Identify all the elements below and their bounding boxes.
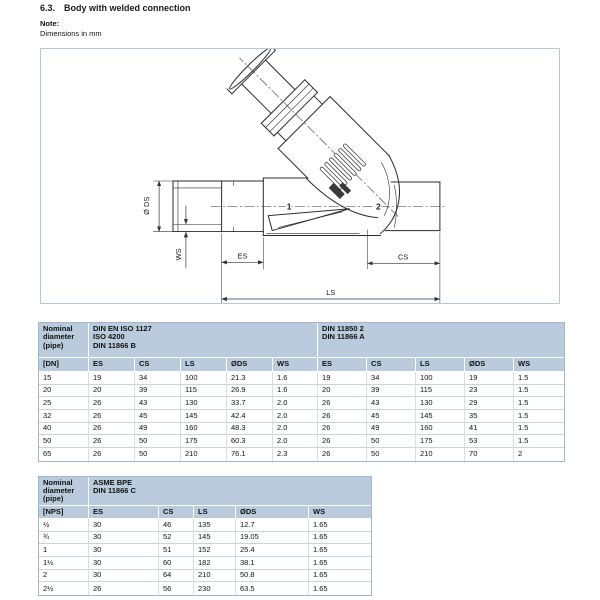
cell: 34 (135, 372, 181, 385)
left-pipe (173, 181, 263, 232)
cell: 135 (194, 519, 236, 532)
col-header-cs: CS (159, 506, 194, 519)
corner-header (39, 323, 89, 358)
col-header-ls: LS (194, 506, 236, 519)
cell: 182 (194, 557, 236, 570)
col-header-ws: WS (309, 506, 371, 519)
corner-line: diameter (43, 486, 75, 496)
note-label: Note: (40, 19, 60, 28)
cell: 41 (465, 423, 514, 436)
cell: 130 (181, 397, 227, 410)
col-header-cs: CS (367, 358, 416, 372)
cell: 45 (135, 410, 181, 423)
cell: 60.3 (227, 435, 273, 448)
cell: 1.5 (514, 435, 564, 448)
cell: 2.3 (273, 448, 318, 461)
cell: 115 (181, 385, 227, 398)
cell: 1.65 (309, 532, 371, 545)
col-header-cs: CS (135, 358, 181, 372)
cell: 1.5 (514, 397, 564, 410)
cell: 35 (465, 410, 514, 423)
dim-label-es: ES (237, 251, 248, 261)
table-row (39, 557, 371, 570)
corner-line: Nominal (43, 324, 73, 333)
cell: 230 (194, 582, 236, 595)
group-line: ISO 4200 (93, 332, 125, 342)
corner-line: Nominal (43, 478, 73, 487)
cell: 26 (89, 448, 135, 461)
cell: 50 (367, 448, 416, 461)
col-header-ls: LS (416, 358, 465, 372)
cell: 100 (181, 372, 227, 385)
cell-dn: 65 (39, 448, 89, 461)
table-row (39, 358, 564, 372)
cell: 43 (135, 397, 181, 410)
cell: 12.7 (236, 519, 309, 532)
group-header-asme (89, 477, 371, 506)
cell: 76.1 (227, 448, 273, 461)
cell: 19.05 (236, 532, 309, 545)
cell: 26 (318, 448, 367, 461)
cell: 26 (318, 397, 367, 410)
table-row (39, 435, 564, 448)
table-row (39, 323, 564, 358)
cell: 70 (465, 448, 514, 461)
dimension-es (222, 234, 264, 303)
group-line: DIN 11866 B (93, 340, 136, 350)
corner-line: (pipe) (43, 340, 64, 350)
table-row (39, 582, 371, 595)
col-header-dn: [DN] (39, 358, 89, 372)
cell: 48.3 (227, 423, 273, 436)
cell: 1.65 (309, 519, 371, 532)
col-header-ods: ØDS (465, 358, 514, 372)
cell: 30 (89, 544, 159, 557)
dimension-diameter (142, 181, 173, 232)
cell: 42.4 (227, 410, 273, 423)
cell: 152 (194, 544, 236, 557)
cell: 1.65 (309, 570, 371, 583)
group-line: ASME BPE (93, 478, 133, 487)
cell: 38.1 (236, 557, 309, 570)
cell: 175 (181, 435, 227, 448)
col-header-es: ES (89, 506, 159, 519)
dimension-ws (174, 206, 186, 269)
cell: 1.5 (514, 410, 564, 423)
cell: 30 (89, 519, 159, 532)
cell-nps: ¾ (39, 532, 89, 545)
cell: 50 (135, 448, 181, 461)
cell: 19 (465, 372, 514, 385)
table-row (39, 372, 564, 385)
cell: 53 (465, 435, 514, 448)
cell: 210 (194, 570, 236, 583)
cell: 63.5 (236, 582, 309, 595)
col-header-ods: ØDS (236, 506, 309, 519)
cell: 1.5 (514, 372, 564, 385)
cell: 26 (89, 397, 135, 410)
cell: 130 (416, 397, 465, 410)
cell: 19 (89, 372, 135, 385)
cell: 1.65 (313, 583, 328, 593)
dim-label-ls: LS (326, 288, 336, 298)
cell: 145 (416, 410, 465, 423)
corner-header (39, 477, 89, 506)
din-dimensions-table (38, 322, 565, 462)
col-header-ws: WS (273, 358, 318, 372)
cell: 26 (318, 423, 367, 436)
dim-label-diameter: Ø DS (142, 196, 152, 215)
cell: 34 (367, 372, 416, 385)
cell: 26 (89, 435, 135, 448)
cell: 26 (318, 435, 367, 448)
cell: 145 (194, 532, 236, 545)
group-line: DIN EN ISO 1127 (93, 324, 152, 333)
cell: 51 (159, 544, 194, 557)
cell: 39 (135, 385, 181, 398)
cell-dn: 50 (39, 435, 89, 448)
cell: 60 (159, 557, 194, 570)
weld-marker-1: 1 (286, 201, 292, 212)
cell: 26.9 (227, 385, 273, 398)
cell: 175 (416, 435, 465, 448)
col-header-ods: ØDS (227, 358, 273, 372)
cell: 100 (416, 372, 465, 385)
weld-marker-2: 2 (376, 201, 381, 212)
cell: 1.6 (273, 372, 318, 385)
cell: 21.3 (227, 372, 273, 385)
cell: 1.5 (514, 385, 564, 398)
table-row (39, 448, 564, 461)
cell: 25.4 (236, 544, 309, 557)
cell: 23 (465, 385, 514, 398)
col-header-es: ES (318, 358, 367, 372)
group-line: DIN 11850 2 (322, 324, 364, 333)
cell: 30 (89, 570, 159, 583)
note-text: Dimensions in mm (40, 29, 102, 38)
cell: 50 (135, 435, 181, 448)
cell: 2 (518, 449, 523, 459)
col-header-nps: [NPS] (39, 506, 89, 519)
cell-dn: 20 (39, 385, 89, 398)
cell-dn: 32 (39, 410, 89, 423)
cell: 45 (367, 410, 416, 423)
group-header-din-11850 (318, 323, 564, 358)
col-header-ls: LS (181, 358, 227, 372)
cell: 49 (135, 423, 181, 436)
table-row (39, 532, 371, 545)
asme-dimensions-table (38, 476, 372, 596)
dim-label-ws: WS (173, 248, 183, 261)
cell: 1.65 (309, 544, 371, 557)
table-row (39, 570, 371, 583)
cell: 2.0 (273, 410, 318, 423)
cell: 30 (89, 532, 159, 545)
cell-nps: ½ (39, 519, 89, 532)
cell-nps: 1½ (39, 557, 89, 570)
col-header-es: ES (89, 358, 135, 372)
col-header-ws: WS (514, 358, 564, 372)
cell: 26 (89, 410, 135, 423)
page-title (40, 3, 191, 13)
table-row (39, 506, 371, 519)
section-title: Body with welded connection (64, 3, 191, 13)
cell: 33.7 (227, 397, 273, 410)
dimension-cs (367, 230, 439, 303)
corner-line: diameter (43, 332, 75, 342)
table-row (39, 410, 564, 423)
cell: 2.0 (273, 435, 318, 448)
valve-drawing (41, 49, 559, 303)
cell-nps: 1 (39, 544, 89, 557)
table-row (39, 385, 564, 398)
dimension-ls (222, 288, 440, 299)
cell: 29 (465, 397, 514, 410)
cell: 160 (181, 423, 227, 436)
cell: 49 (367, 423, 416, 436)
cell-nps: 2½ (39, 582, 89, 595)
cell-dn: 40 (39, 423, 89, 436)
cell: 1.6 (273, 385, 318, 398)
table-row (39, 519, 371, 532)
table-row (39, 423, 564, 436)
cell: 56 (159, 582, 194, 595)
cell: 50 (367, 435, 416, 448)
cell-nps: 2 (39, 570, 89, 583)
cell: 1.5 (514, 423, 564, 436)
technical-drawing (40, 48, 560, 304)
group-header-din-iso (89, 323, 318, 358)
cell: 210 (416, 448, 465, 461)
cell: 145 (181, 410, 227, 423)
cell: 52 (159, 532, 194, 545)
group-line: DIN 11866 A (322, 332, 365, 342)
cell: 1.65 (309, 557, 371, 570)
group-line: DIN 11866 C (93, 486, 136, 496)
table-row (39, 477, 371, 506)
cell-dn: 25 (39, 397, 89, 410)
cell: 26 (89, 582, 159, 595)
cell-dn: 15 (39, 372, 89, 385)
cell: 20 (89, 385, 135, 398)
cell: 43 (367, 397, 416, 410)
cell: 64 (159, 570, 194, 583)
table-row (39, 544, 371, 557)
right-pipe (385, 182, 440, 231)
section-number: 6.3. (40, 3, 56, 13)
cell: 20 (318, 385, 367, 398)
bonnet-assembly (214, 49, 424, 243)
cell: 19 (318, 372, 367, 385)
cell: 2.0 (273, 423, 318, 436)
cell: 2.0 (273, 397, 318, 410)
corner-line: (pipe) (43, 494, 64, 504)
cell: 39 (367, 385, 416, 398)
dim-label-cs: CS (398, 252, 409, 262)
cell: 26 (89, 423, 135, 436)
cell: 30 (89, 557, 159, 570)
cell: 115 (416, 385, 465, 398)
table-row (39, 397, 564, 410)
cell: 26 (318, 410, 367, 423)
cell: 210 (181, 448, 227, 461)
cell: 46 (159, 519, 194, 532)
cell: 160 (416, 423, 465, 436)
cell: 50.8 (236, 570, 309, 583)
